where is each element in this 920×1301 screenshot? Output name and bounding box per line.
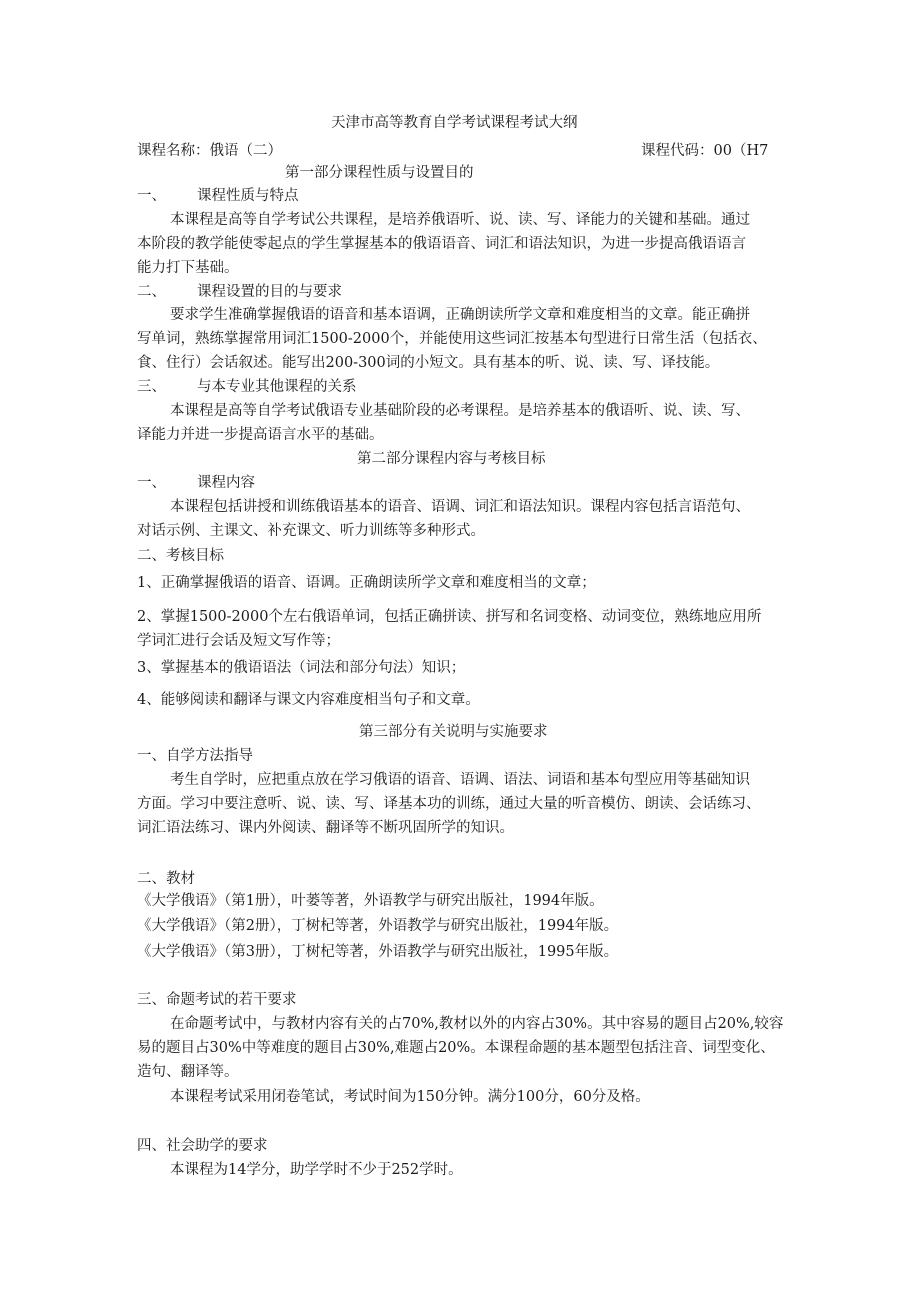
goal-item: 2、掌握1500-2000个左右俄语单词，包括正确拼读、拼写和名词变格、动词变位，熟练地应用所 bbox=[137, 609, 762, 625]
paragraph-line: 本课程包括讲授和训练俄语基本的语音、语调、词汇和语法知识。课程内容包括言语范句、 bbox=[170, 499, 750, 515]
part2-heading: 第二部分课程内容与考核目标 bbox=[357, 451, 546, 467]
course-code: 课程代码：00（H7 bbox=[641, 143, 769, 159]
textbook-item: 《大学俄语》（第3册），丁树杞等著，外语教学与研究出版社，1995年版。 bbox=[137, 944, 619, 960]
part1-section2-heading bbox=[137, 282, 342, 302]
part3-section2-heading: 二、教材 bbox=[137, 871, 195, 887]
textbook-item: 《大学俄语》（第2册），丁树杞等著，外语教学与研究出版社，1994年版。 bbox=[137, 918, 619, 934]
part3-section4-heading: 四、社会助学的要求 bbox=[137, 1138, 268, 1154]
section-number: 一、 bbox=[137, 188, 166, 204]
paragraph-line: 本阶段的教学能使零起点的学生掌握基本的俄语语音、词汇和语法知识，为进一步提高俄语语言 bbox=[137, 236, 746, 252]
section-number: 二、 bbox=[137, 284, 166, 300]
paragraph-line: 要求学生准确掌握俄语的语音和基本语调，正确朗读所学文章和难度相当的文章。能正确拼 bbox=[170, 307, 750, 323]
paragraph-line: 本课程是高等自学考试公共课程，是培养俄语听、说、读、写、译能力的关键和基础。通过 bbox=[170, 212, 750, 228]
paragraph-line: 食、住行）会话叙述。能写出200-300词的小短文。具有基本的听、说、读、写、译技能。 bbox=[137, 355, 720, 371]
paragraph-line: 词汇语法练习、课内外阅读、翻译等不断巩固所学的知识。 bbox=[137, 820, 514, 836]
paragraph-line: 能力打下基础。 bbox=[137, 260, 239, 276]
paragraph-line: 本课程考试采用闭卷笔试，考试时间为150分钟。满分100分，60分及格。 bbox=[170, 1089, 650, 1105]
paragraph-line: 考生自学时，应把重点放在学习俄语的语音、语调、语法、词语和基本句型应用等基础知识 bbox=[170, 772, 750, 788]
part3-section3-heading: 三、命题考试的若干要求 bbox=[137, 992, 297, 1008]
section-number: 一、 bbox=[137, 475, 166, 491]
paragraph-line: 易的题目占30%中等难度的题目占30%,难题占20%。本课程命题的基本题型包括注音、词型变化、 bbox=[137, 1040, 775, 1056]
goal-item-continuation: 学词汇进行会话及短文写作等； bbox=[137, 633, 340, 649]
part2-section1-heading bbox=[137, 473, 255, 493]
goal-item: 4、能够阅读和翻译与课文内容难度相当句子和文章。 bbox=[137, 692, 480, 708]
part2-section2-heading: 二、考核目标 bbox=[137, 548, 224, 564]
paragraph-line: 造句、翻译等。 bbox=[137, 1064, 239, 1080]
section-number: 三、 bbox=[137, 379, 166, 395]
course-name: 课程名称：俄语（二） bbox=[137, 143, 282, 159]
part3-heading: 第三部分有关说明与实施要求 bbox=[359, 724, 548, 740]
part1-section3-heading bbox=[137, 377, 357, 397]
goal-item: 1、正确掌握俄语的语音、语调。正确朗读所学文章和难度相当的文章； bbox=[137, 575, 596, 591]
section-title: 课程内容 bbox=[197, 475, 255, 491]
paragraph-line: 写单词，熟练掌握常用词汇1500-2000个，并能使用这些词汇按基本句型进行日常生活（包括衣、 bbox=[137, 331, 767, 347]
paragraph-line: 本课程是高等自学考试俄语专业基础阶段的必考课程。是培养基本的俄语听、说、读、写、 bbox=[170, 403, 750, 419]
part3-section1-heading: 一、自学方法指导 bbox=[137, 748, 253, 764]
part1-heading: 第一部分课程性质与设置目的 bbox=[285, 165, 474, 181]
section-title: 与本专业其他课程的关系 bbox=[197, 379, 357, 395]
paragraph-line: 译能力并进一步提高语言水平的基础。 bbox=[137, 427, 384, 443]
paragraph-line: 方面。学习中要注意听、说、读、写、译基本功的训练，通过大量的听音模仿、朗读、会话练习、 bbox=[137, 796, 761, 812]
part1-section1-heading bbox=[137, 186, 299, 206]
textbook-item: 《大学俄语》（第1册），叶蒌等著，外语教学与研究出版社，1994年版。 bbox=[137, 893, 604, 909]
paragraph-line: 对话示例、主课文、补充课文、听力训练等多种形式。 bbox=[137, 523, 485, 539]
paragraph-line: 本课程为14学分，助学学时不少于252学时。 bbox=[170, 1162, 463, 1178]
goal-item: 3、掌握基本的俄语语法（词法和部分句法）知识； bbox=[137, 660, 466, 676]
section-title: 课程性质与特点 bbox=[197, 188, 299, 204]
paragraph-line: 在命题考试中，与教材内容有关的占70%,教材以外的内容占30%。其中容易的题目占20%,较容 bbox=[170, 1016, 784, 1032]
document-title: 天津市高等教育自学考试课程考试大纲 bbox=[331, 115, 578, 131]
section-title: 课程设置的目的与要求 bbox=[197, 284, 342, 300]
